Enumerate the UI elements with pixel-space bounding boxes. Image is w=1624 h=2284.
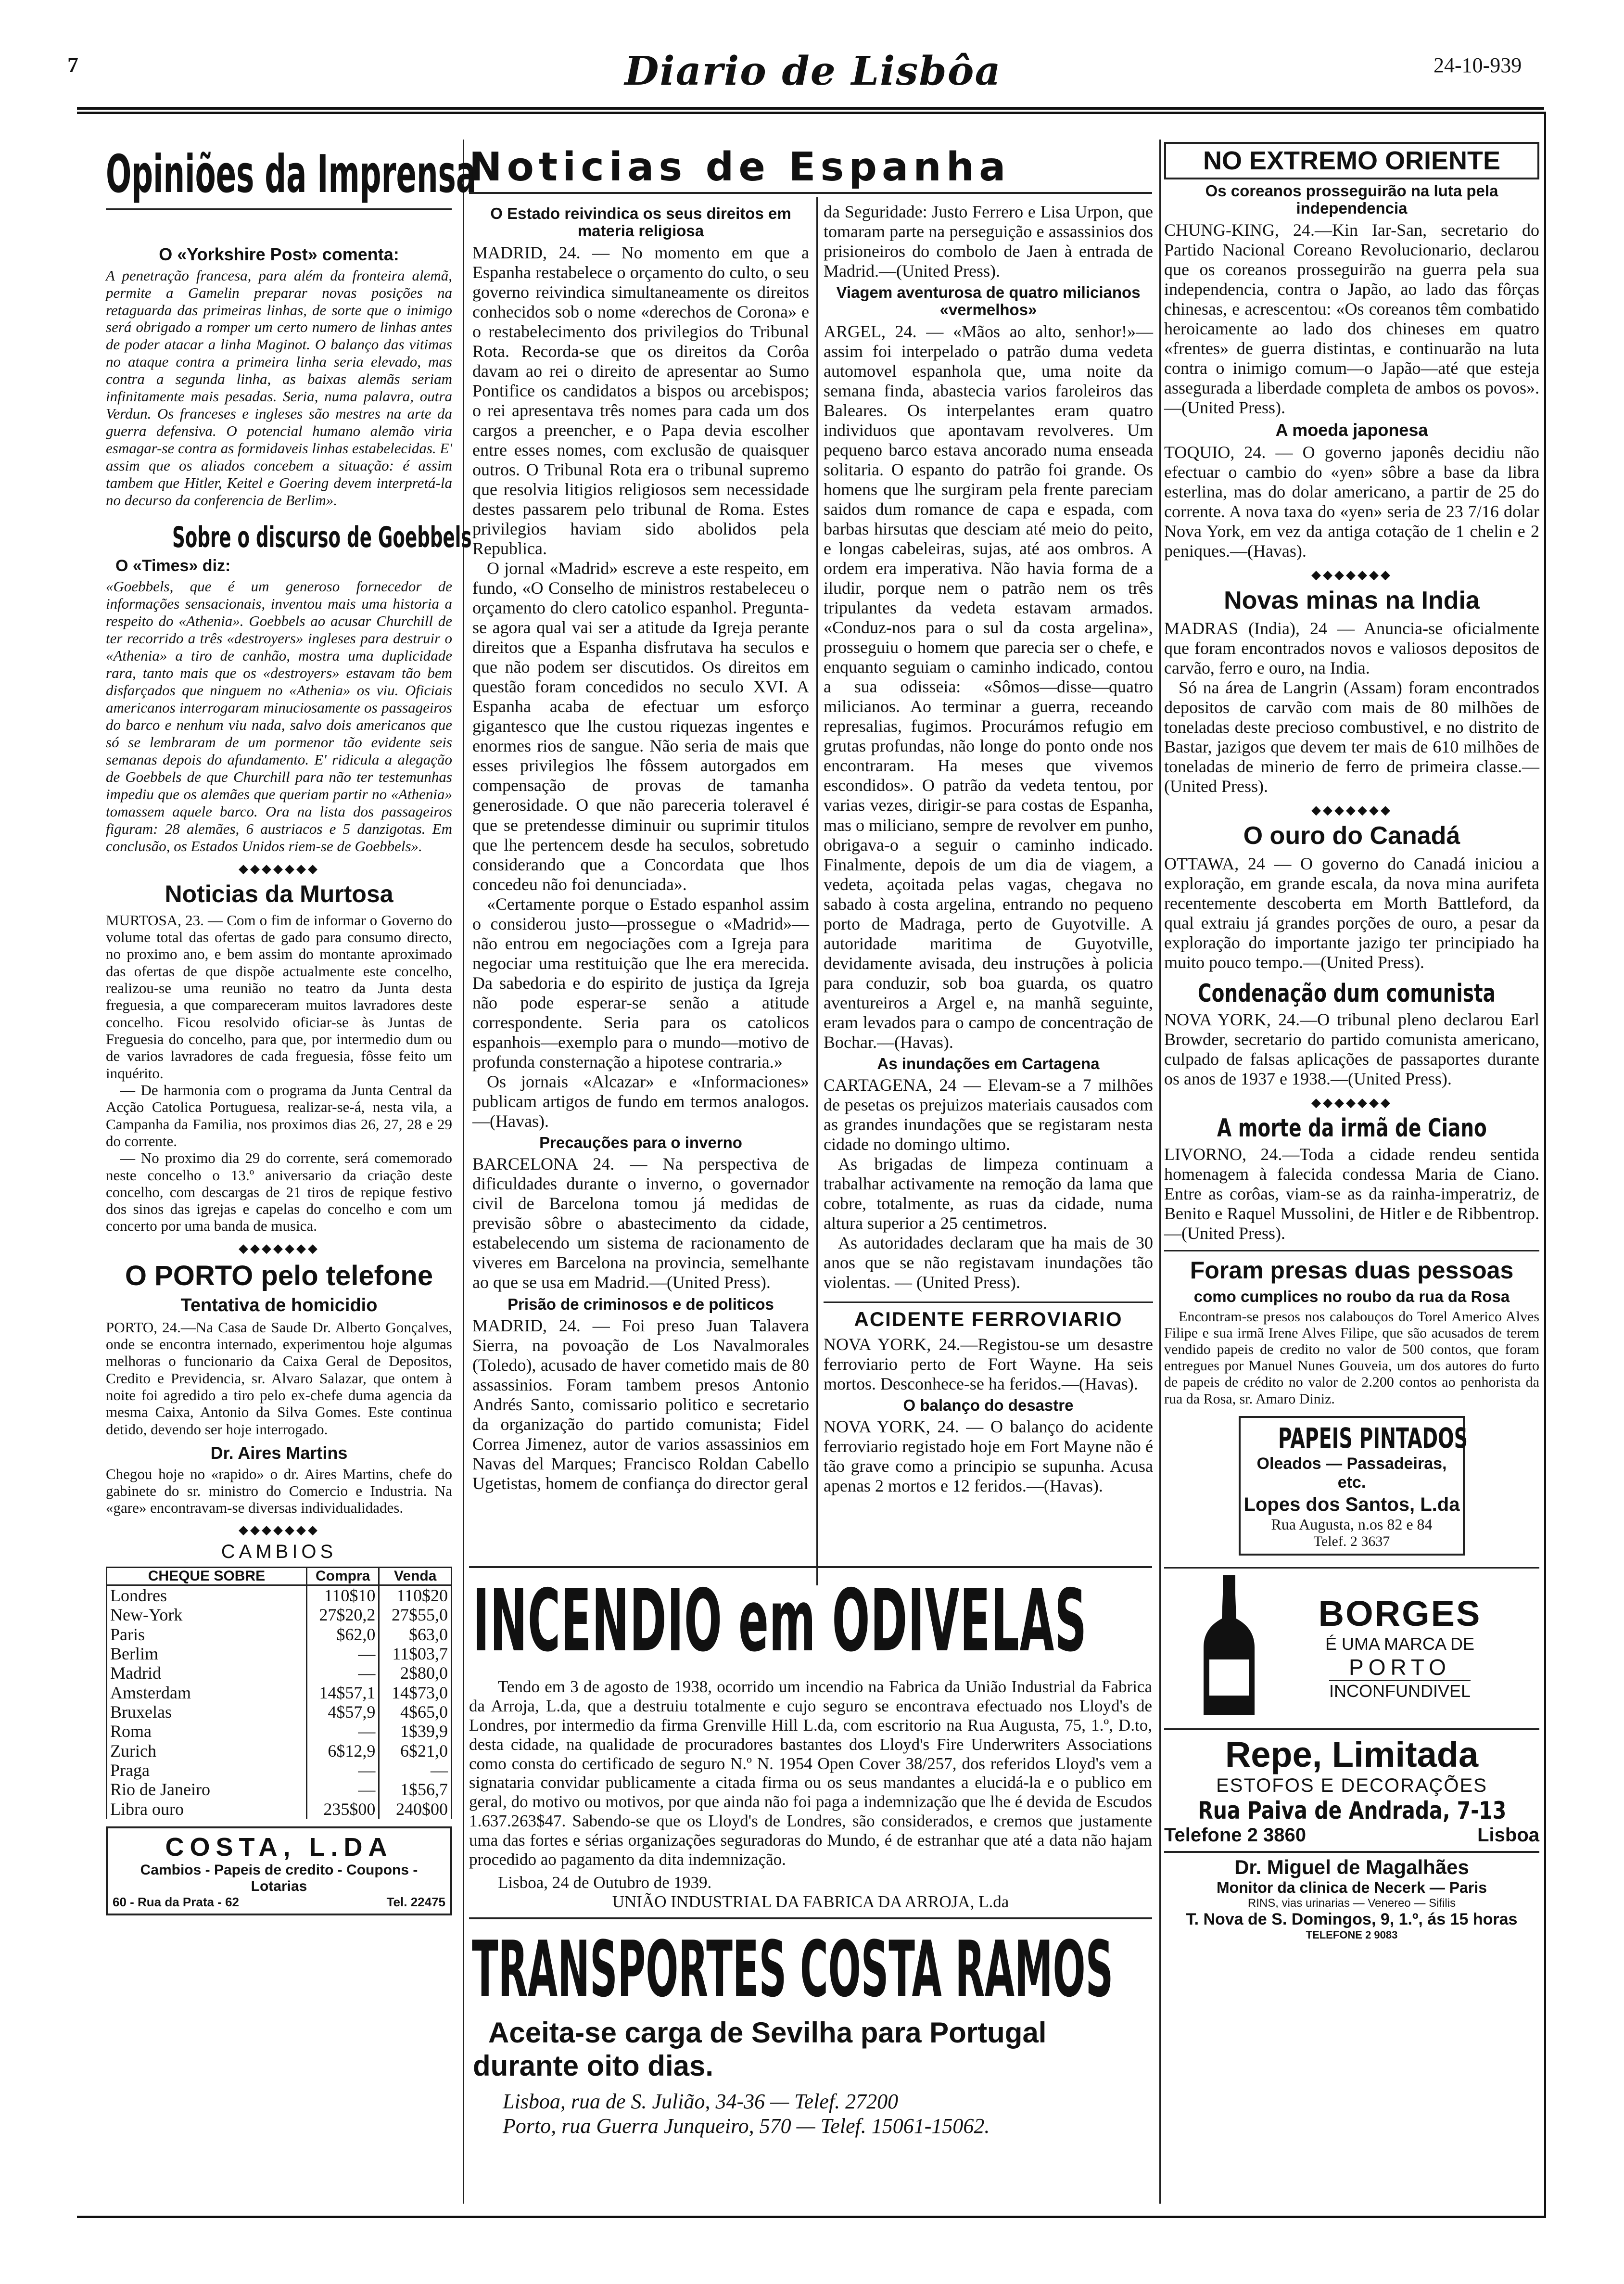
article-paragraph: CHUNG-KING, 24.—Kin Iar-San, secretario do Partido Nacional Coreano Revolucionario, declarou que os coreanos prosseguirão na guerra pela sua independencia, contra o Japão, ao lado das fôrças chinesas, e acrescentou: «Os coreanos têm combatido heroicamente ao lado dos chineses em quatro «frentes» de guerra distintas, e continuarão na luta contra o inimigo comum—o Japão—até que esteja assegurada a liberdade completa de ambos os povos».—(United Press). <box>1164 220 1539 417</box>
costa-address: 60 - Rua da Prata - 62 <box>113 1894 239 1909</box>
article-paragraph: LIVORNO, 24.—Toda a cidade rendeu sentida homenagem à falecida condessa Maria de Ciano. Entre as corôas, viam-se as da rainha-imperatriz, de Benito e Raquel Mussolini, de Hitler e de Ribbentrop.—(United Press). <box>1164 1145 1539 1243</box>
aires-text: Chegou hoje no «rapido» o dr. Aires Martins, chefe do gabinete do sr. ministro do Comercio e Industria. Na «gare» encontravam-se diversas individualidades. <box>106 1465 452 1517</box>
article-paragraph: OTTAWA, 24 — O governo do Canadá iniciou a exploração, em grande escala, da nova mina aurifeta recentemente descoberta em Morth Battleford, da qual extraiu já grandes porções de ouro, a pesar da exploração do importante jazigo ter principiado ha muito pouco tempo.—(United Press). <box>1164 854 1539 972</box>
transportes-title: TRANSPORTES COSTA RAMOS <box>472 1924 1114 2014</box>
column-rule <box>816 197 818 1585</box>
cambios-buy: $62,0 <box>306 1625 379 1644</box>
cambios-currency: New-York <box>107 1605 307 1624</box>
cambios-buy: — <box>306 1663 379 1683</box>
presas-subtitle: como cumplices no roubo da rua da Rosa <box>1193 1288 1510 1306</box>
article-paragraph: MADRID, 24. — No momento em que a Espanha restabelece o orçamento do culto, o seu governo reivindica simultaneamente os direitos conhecidos sob o nome «derechos de Corona» e o restabelecimento dos privilegios do Tribunal Rota. Recorda-se que os direitos da Corôa davam ao rei o direito de apresentar ao Sumo Pontifice os candidatos a bispos ou arcebispos; o rei apresentava três nomes para cada um dos cargos a preencher, e o Papa devia escolher entre esses nomes, com exclusão de quaisquer outros. O Tribunal Rota era o tribunal supremo que resolvia litigios religiosos sem necessidade destes passarem pelo tribunal de Roma. Estes privilegios haviam sido abolidos pela Republica. <box>472 242 809 559</box>
cambios-row <box>107 1683 452 1702</box>
cambios-buy: 4$57,9 <box>306 1702 379 1722</box>
column-rule <box>463 140 464 1564</box>
cambios-row <box>107 1761 452 1780</box>
doctor-name: Dr. Miguel de Magalhães <box>1234 1855 1469 1878</box>
times-title: O «Times» diz: <box>115 556 231 575</box>
aires-title: Dr. Aires Martins <box>210 1442 348 1463</box>
cambios-body <box>107 1585 452 1819</box>
murtosa-paragraph: — No proximo dia 29 do corrente, será comemorado neste concelho o 13.º aniversario da criação deste concelho, com descargas de 21 tiros de repique festivo dos sinos das igrejas e capelas do concelho e com um concerto por uma banda de musica. <box>106 1149 452 1235</box>
transportes-line1: Aceita-se carga de Sevilha para Portugal <box>488 2016 1047 2049</box>
cambios-row <box>107 1799 452 1819</box>
repe-line: Rua Paiva de Andrada, 7-13 <box>1198 1796 1507 1825</box>
cambios-currency: Libra ouro <box>107 1799 307 1819</box>
ornament-divider: ◆◆◆◆◆◆◆ <box>1311 803 1392 817</box>
cambios-sell: 6$21,0 <box>379 1741 452 1761</box>
article-paragraph: MADRID, 24. — Foi preso Juan Talavera Sierra, na povoação de Los Navalmorales (Toledo), acusado de haver cometido mais de 80 assassinios. Foram tambem presos Antonio Andrés Santo, comissario politico e secretario da organização do partido comunista; Fidel Correa Jimenez, autor de varios assassinios em Navas del Marques; Francisco Roldan Cabello Ugetistas, homem de confiança do director geral <box>472 1315 809 1493</box>
extremo-subtitle: Os coreanos prosseguirão na luta pela independencia <box>1205 182 1498 217</box>
repe-ad <box>1164 1728 1539 1846</box>
masthead-title: Diario de Lisbôa <box>624 48 1002 94</box>
cambios-row <box>107 1605 452 1624</box>
ornament-divider: ◆◆◆◆◆◆◆ <box>239 861 319 876</box>
espanha-subtitle: O Estado reivindica os seus direitos em materia religiosa <box>490 204 791 240</box>
porto-text: PORTO, 24.—Na Casa de Saude Dr. Alberto Gonçalves, onde se encontra internado, experimentou hoje algumas melhoras o funcionario da Caixa Geral de Depositos, Credito e Previdencia, sr. Alvaro Salazar, que ontem à noite foi agredido a tiro pelo ex-chefe duma agencia da mesma Caixa, Antonio da Silva Gomes. Este continua detido, devendo ser hoje interrogado. <box>106 1318 452 1438</box>
cambios-sell: 110$20 <box>379 1585 452 1606</box>
yorkshire-text: A penetração francesa, para além da fronteira alemã, permite a Gamelin preparar novas posições na retaguarda das primeiras linhas, de sorte que o inimigo será obrigado a romper um certo numero de linhas antes de poder atacar a linha Maginot. O balanço das vitimas no ataque contra a primeira linha seria elevado, mas contra a segunda linha, as baixas alemãs seriam infinitamente mais pesadas. Seria, numa palavra, outra Verdun. Os franceses e ingleses são mestres na arte da guerra defensiva. O potencial humano alemão viria esmagar-se contra as formidaveis linhas estabelecidas. E' assim que os aliados concebem a situação: é assim tambem que Hitler, Keitel e Goering devem interpretá-la no decurso da conferencia de Berlim». <box>106 267 452 509</box>
repe-city: Lisboa <box>1477 1824 1539 1846</box>
cambios-currency: Londres <box>107 1585 307 1606</box>
cambios-row <box>107 1585 452 1606</box>
cambios-currency: Bruxelas <box>107 1702 307 1722</box>
yorkshire-title: O «Yorkshire Post» comenta: <box>159 244 399 264</box>
cambios-title: CAMBIOS <box>221 1541 337 1563</box>
cambios-currency: Amsterdam <box>107 1683 307 1702</box>
cambios-header-row <box>107 1568 452 1585</box>
doctor-line: T. Nova de S. Domingos, 9, 1.º, ás 15 horas <box>1186 1910 1518 1928</box>
article-paragraph: TOQUIO, 24. — O governo japonês decidiu não efectuar o cambio do «yen» sôbre a base da libra esterlina, mas do dolar americano, a partir de 25 do corrente. A nova taxa do «yen» seria de 23 7/16 dolar Nova York, em vez da antiga cotação de 1 chelin e 2 peniques.—(Havas). <box>1164 442 1539 561</box>
borges-line: PORTO <box>1349 1655 1451 1680</box>
espanha-subtitle: Prisão de criminosos e de politicos <box>508 1295 774 1313</box>
papeis-line: Oleados — Passadeiras, etc. <box>1256 1454 1447 1492</box>
repe-telephone: Telefone 2 3860 <box>1164 1824 1306 1846</box>
doctor-line: Monitor da clinica de Necerk — Paris <box>1217 1878 1487 1896</box>
column-rule <box>1159 140 1161 2204</box>
costa-footer <box>113 1895 445 1910</box>
costa-ad <box>106 1826 452 1915</box>
costa-name: COSTA, L.DA <box>165 1832 393 1862</box>
column-3 <box>824 202 1153 1496</box>
article-paragraph: NOVA YORK, 24.—O tribunal pleno declarou Earl Browder, secretario do partido comunista americano, culpado de falsas aplicações de passaportes durante os anos de 1937 e 1938.—(United Press). <box>1164 1010 1539 1089</box>
repe-footer <box>1164 1825 1539 1846</box>
cambios-row <box>107 1644 452 1663</box>
cambios-sell: 11$03,7 <box>379 1644 452 1663</box>
cambios-currency: Zurich <box>107 1741 307 1761</box>
cambios-sell: 4$65,0 <box>379 1702 452 1722</box>
cambios-sell: 27$55,0 <box>379 1605 452 1624</box>
transportes-line2: durante oito dias. <box>473 2050 714 2082</box>
transportes-address: Lisboa, rua de S. Julião, 34-36 — Telef. 27200 <box>503 2090 899 2113</box>
article-paragraph: Encontram-se presos nos calabouços do Torel Americo Alves Filipe e sua irmã Irene Alves Filipe, que são acusados de terem vendido papeis de credito no valor de 500 contos, que foram entregues por Manuel Nunes Gouveia, um dos autores do furto de papeis de crédito no valor de 2.200 contos ao penhorista da rua da Rosa, sr. Amaro Diniz. <box>1164 1308 1539 1407</box>
borges-text <box>1260 1593 1539 1701</box>
ornament-divider: ◆◆◆◆◆◆◆ <box>1311 567 1392 582</box>
article-paragraph: BARCELONA 24. — Na perspectiva de dificuldades durante o inverno, o governador civil de Barcelona tomou já medidas de previsão sôbre o abastecimento da cidade, estabelecendo um sistema de racionamento de viveres em Barcelona na provincia, semelhante ao que se usa em Madrid.—(United Press). <box>472 1154 809 1292</box>
cambios-buy: 14$57,1 <box>306 1683 379 1702</box>
article-paragraph: As autoridades declaram que ha mais de 30 anos que se não registavam inundações tão violentas. — (United Press). <box>824 1233 1153 1292</box>
costa-telephone: Tel. 22475 <box>386 1894 445 1909</box>
cambios-sell: 1$56,7 <box>379 1780 452 1799</box>
goebbels-title: Sobre o discurso de Goebbels <box>172 520 472 554</box>
cambios-sell: 2$80,0 <box>379 1663 452 1683</box>
borges-ad <box>1164 1567 1539 1720</box>
cambios-buy: — <box>306 1722 379 1741</box>
porto-subtitle: Tentativa de homicidio <box>180 1295 378 1315</box>
papeis-wrap <box>1164 1416 1539 1556</box>
cambios-row <box>107 1663 452 1683</box>
borges-line: É UMA MARCA DE <box>1325 1634 1475 1654</box>
doctor-ad <box>1164 1851 1539 1941</box>
cambios-row <box>107 1625 452 1644</box>
cambios-header: Compra <box>306 1568 379 1585</box>
page-number: 7 <box>67 52 78 77</box>
cambios-buy: 110$10 <box>306 1585 379 1606</box>
article-paragraph: NOVA YORK, 24.—Registou-se um desastre ferroviario perto de Fort Wayne. Ha seis mortos. Desconhece-se ha feridos.—(Havas). <box>824 1334 1153 1393</box>
papeis-ad <box>1239 1416 1468 1556</box>
article-paragraph: da Seguridade: Justo Ferrero e Lisa Urpon, que tomaram parte na perseguição e assassinios dos prisioneiros do combolo de Jaen à entrada de Madrid.—(United Press). <box>824 202 1153 281</box>
murtosa-title: Noticias da Murtosa <box>165 880 393 907</box>
espanha-header: Noticias de Espanha <box>469 144 1152 194</box>
repe-line: ESTOFOS E DECORAÇÕES <box>1216 1774 1487 1796</box>
cambios-sell: 1$39,9 <box>379 1722 452 1741</box>
cambios-buy: 6$12,9 <box>306 1741 379 1761</box>
acidente-title: ACIDENTE FERROVIARIO <box>824 1301 1153 1331</box>
column-rule <box>463 1564 464 2204</box>
cambios-buy: 235$00 <box>306 1799 379 1819</box>
transportes-ad <box>469 1917 1152 2138</box>
borges-title: BORGES <box>1318 1594 1482 1634</box>
masthead-rule <box>77 107 1544 110</box>
cambios-buy: 27$20,2 <box>306 1605 379 1624</box>
murtosa-paragraph: — De harmonia com o programa da Junta Central da Acção Catolica Portuguesa, realizar-se-á, nesta vila, a Campanha da Familia, nos proximos dias 26, 27, 28 e 29 do corrente. <box>106 1081 452 1149</box>
costa-line: Cambios - Papeis de credito - Coupons - Lotarias <box>140 1862 418 1894</box>
ornament-divider: ◆◆◆◆◆◆◆ <box>239 1241 319 1255</box>
papeis-line: Rua Augusta, n.os 82 e 84 <box>1271 1515 1433 1533</box>
masthead-date: 24-10-939 <box>1434 53 1522 77</box>
cambios-buy: — <box>306 1761 379 1780</box>
comunista-title: Condenação dum comunista <box>1198 979 1496 1008</box>
incendio-date: Lisboa, 24 de Outubro de 1939. <box>498 1873 712 1892</box>
article-paragraph: NOVA YORK, 24. — O balanço do acidente ferroviario registado hoje em Fort Mayne não é tão grave como a principio se supunha. Acusa apenas 2 mortos e 12 feridos.—(Havas). <box>824 1416 1153 1495</box>
borges-line: INCONFUNDIVEL <box>1329 1681 1471 1701</box>
cambios-sell: 240$00 <box>379 1799 452 1819</box>
canada-title: O ouro do Canadá <box>1243 821 1460 850</box>
transportes-address: Porto, rua Guerra Junqueiro, 570 — Telef. 15061-15062. <box>503 2114 990 2138</box>
porto-title: O PORTO pelo telefone <box>125 1260 433 1291</box>
doctor-line: TELEFONE 2 9083 <box>1306 1928 1398 1941</box>
cambios-row <box>107 1702 452 1722</box>
cambios-buy: — <box>306 1780 379 1799</box>
article-paragraph: «Certamente porque o Estado espanhol assim o considerou justo—prossegue o «Madrid»—não entrou em negociações com a Igreja para negociar uma restituição que lhe era merecida. Da sabedoria e do espirito de justiça da Igreja não pode esperar-se senão a atitude correspondente. Seria para os catolicos espanhois—exemplo para o mundo—motivo de profunda consternação a hipotese contraria.» <box>472 894 809 1072</box>
india-title: Novas minas na India <box>1224 586 1480 614</box>
acidente-subtitle: O balanço do desastre <box>903 1396 1074 1414</box>
bottle-icon <box>1198 1575 1260 1720</box>
incendio-text: Tendo em 3 de agosto de 1938, ocorrido um incendio na Fabrica da União Industrial da Fabrica da Arroja, L.da, que a destruiu totalmente e cujo seguro se encontrava efectuado nos Lloyd's de Londres, por intermedio da firma Grenville Hill L.da, com escritorio na Rua Augusta, 75, 1.º, D.to, desta cidade, na qualidade de procuradores bastantes dos Lloyd's Fire Underwriters Associations como consta do certificado de seguro N.º N. 1954 Open Cover 38/257, dos referidos Lloyd's vem a signataria convidar publicamente a citada firma ou os seus mandantes a elucidá-la e o publico em geral, do motivo ou motivos, por que ainda não foi paga a indemnização que lhe é devida de Escudos 1.637.263$47. Sabendo-se que os Lloyd's de Londres, são considerados, e cremos que justamente uma das fortes e sérias organizações seguradoras do Mundo, é de estranhar que até a data não hajam procedido ao pagamento da dita indemnização. <box>469 1677 1152 1869</box>
times-text: «Goebbels, que é um generoso fornecedor de informações sensacionais, inventou mais uma historia a respeito do «Athenia». Goebbels ao acusar Churchill de ter recorrido a três «destroyers» ingleses para destruir o «Athenia» a tiro de canhão, mostra uma duplicidade rara, tanto mais que os «destroyers» estavam tão bem disfarçados que ninguem no «Athenia» os viu. Oficiais americanos interrogaram minuciosamente os passageiros do barco e nenhum viu nada, salvo dois americanos que só se lembraram de um pormenor tão evidente seis semanas depois do afundamento. E' ridicula a alegação de Goebbels de que Churchill para não ter testemunhas impediu que os alemães que queriam partir no «Athenia» tomassem aquele barco. Ora na lista dos passageiros figuram: 28 alemães, 6 austriacos e 5 danzigotas. Em conclusão, os Estados Unidos riem-se de Goebbels». <box>106 578 452 855</box>
article-paragraph: CARTAGENA, 24 — Elevam-se a 7 milhões de pesetas os prejuizos materiais causados com as grandes inundações que se registaram nesta cidade no domingo ultimo. <box>824 1075 1153 1154</box>
papeis-line: Telef. 2 3637 <box>1313 1533 1390 1549</box>
espanha-subtitle: As inundações em Cartagena <box>877 1054 1100 1072</box>
cambios-row <box>107 1722 452 1741</box>
cambios-currency: Rio de Janeiro <box>107 1780 307 1799</box>
papeis-line: Lopes dos Santos, L.da <box>1243 1493 1460 1515</box>
article-paragraph: ARGEL, 24. — «Mãos ao alto, senhor!»—assim foi interpelado o patrão duma vedeta automovel espanhola que, uma noite da semana finda, abastecia varios faroleiros das Baleares. Os interpelantes eram quatro individuos que apontavam revolveres. Um pequeno barco estava ancorado numa enseada solitaria. O espanto do patrão foi grande. Os homens que lhe surgiram pela frente pareciam saidos dum romance de capa e espada, com barbas hirsutas que desciam até meio do peito, e longas cabeleiras, sujas, até aos ombros. A ordem era imperativa. Não havia forma de a iludir, porque nem o patrão nem os três tripulantes da vedeta estavam armados. «Conduz-nos para o sul da costa argelina», prosseguiu o homem que parecia ser o chefe, e enquanto seguiam o caminho indicado, contou a sua odisseia: «Sômos—disse—quatro milicianos. Ao terminar a guerra, receando represalias, fugimos. Procurámos refugio em grutas profundas, não longe do ponto onde nos encontraram. Ha meses que vivemos escondidos». O patrão da vedeta tentou, por varias vezes, dirigir-se para costas de Espanha, mas o miliciano, sempre de revolver em punho, obrigava-o a seguir o caminho indicado. Finalmente, depois de um dia de viagem, a vedeta, açoitada pelas vagas, chegava no sabado à costa argelina, entrando no pequeno porto de Madraga, perto de Guyotville. A autoridade maritima de Guyotville, devidamente avisada, deu instruções à policia para conduzir, sob boa guarda, os quatro aventureiros a Argel e, na manhã seguinte, eram levados para o campo de concentração de Bochar.—(Havas). <box>824 321 1153 1052</box>
cambios-currency: Praga <box>107 1761 307 1780</box>
cambios-currency: Madrid <box>107 1663 307 1683</box>
article-paragraph: Os jornais «Alcazar» e «Informaciones» publicam artigos de fundo em termos analogos.—(Havas). <box>472 1072 809 1131</box>
cambios-row <box>107 1741 452 1761</box>
cambios-sell: 14$73,0 <box>379 1683 452 1702</box>
cambios-row <box>107 1780 452 1799</box>
doctor-line: RINS, vias urinarias — Venereo — Sifilis <box>1247 1896 1456 1910</box>
ciano-title: A morte da irmã de Ciano <box>1217 1114 1487 1143</box>
cambios-currency: Roma <box>107 1722 307 1741</box>
repe-title: Repe, Limitada <box>1225 1734 1479 1774</box>
incendio-ad <box>469 1566 1152 1912</box>
cambios-table <box>106 1567 452 1818</box>
cambios-header: Venda <box>379 1568 452 1585</box>
opinioes-header: Opiniões da Imprensa <box>106 144 452 210</box>
column-1 <box>106 144 477 1915</box>
article-paragraph: MADRAS (India), 24 — Anuncia-se oficialmente que foram encontrados novos e valiosos depositos de carvão, ferro e ouro, na India. <box>1164 618 1539 677</box>
cambios-header: CHEQUE SOBRE <box>107 1568 307 1585</box>
cambios-currency: Paris <box>107 1625 307 1644</box>
cambios-sell: $63,0 <box>379 1625 452 1644</box>
article-paragraph: Só na área de Langrin (Assam) foram encontrados depositos de carvão com mais de 80 milhões de toneladas deste precioso combustivel, e no distrito de Bastar, jazigos que devem ter mais de 610 milhões de toneladas de minerio de ferro de primeira classe.—(United Press). <box>1164 677 1539 796</box>
moeda-title: A moeda japonesa <box>1275 420 1428 440</box>
article-paragraph: As brigadas de limpeza continuam a trabalhar activamente na remoção da lama que cobre, totalmente, as ruas da cidade, numa altura superior a 25 centimetros. <box>824 1154 1153 1233</box>
presas-title: Foram presas duas pessoas <box>1164 1250 1539 1284</box>
incendio-signature: UNIÃO INDUSTRIAL DA FABRICA DA ARROJA, L.da <box>612 1892 1009 1911</box>
article-paragraph: O jornal «Madrid» escreve a este respeito, em fundo, «O Conselho de ministros restabeleceu o orçamento do clero catolico espanhol. Pregunta-se agora qual vai ser a atitude da Igreja perante direitos que a Espanha disfrutava ha seculos e que não podem ser discutidos. Os direitos em questão foram concedidos no seculo XVI. A Espanha acaba de efectuar um esforço gigantesco que lhe custou riquezas ingentes e enormes rios de sangue. Não seria de mais que esses privilegios lhe fôssem autorgados em compensação de provas de tamanha generosidade. O que não pareceria toleravel é que se pretendesse diminuir ou suprimir titulos que lhe pertencem desde ha seculos, sobretudo considerando que a Concordata que lhos concedeu não foi denunciada». <box>472 559 809 894</box>
incendio-title: INCENDIO em ODIVELAS <box>473 1571 1088 1671</box>
cambios-sell: — <box>379 1761 452 1780</box>
espanha-subtitle: Viagem aventurosa de quatro milicianos «vermelhos» <box>836 283 1141 319</box>
ornament-divider: ◆◆◆◆◆◆◆ <box>1311 1096 1392 1110</box>
papeis-title: PAPEIS PINTADOS <box>1278 1421 1468 1455</box>
cambios-currency: Berlim <box>107 1644 307 1663</box>
column-2 <box>472 202 809 1493</box>
column-4 <box>1164 142 1539 1941</box>
extremo-title: NO EXTREMO ORIENTE <box>1164 142 1539 179</box>
espanha-subtitle: Precauções para o inverno <box>539 1134 742 1151</box>
ornament-divider: ◆◆◆◆◆◆◆ <box>239 1523 319 1537</box>
murtosa-paragraph: MURTOSA, 23. — Com o fim de informar o Governo do volume total das ofertas de gado para consumo directo, no proximo ano, e bem assim do montante aproximado das ofertas de que dispõe actualmente este concelho, realizou-se uma reunião no teatro da Junta desta freguesia, a que compareceram muitos lavradores deste concelho. Ficou resolvido oficiar-se às Juntas de Freguesia do concelho, para que, por intermedio dum ou de varios lavradores de cada freguesia, fôsse feito um inquérito. <box>106 911 452 1082</box>
cambios-buy: — <box>306 1644 379 1663</box>
